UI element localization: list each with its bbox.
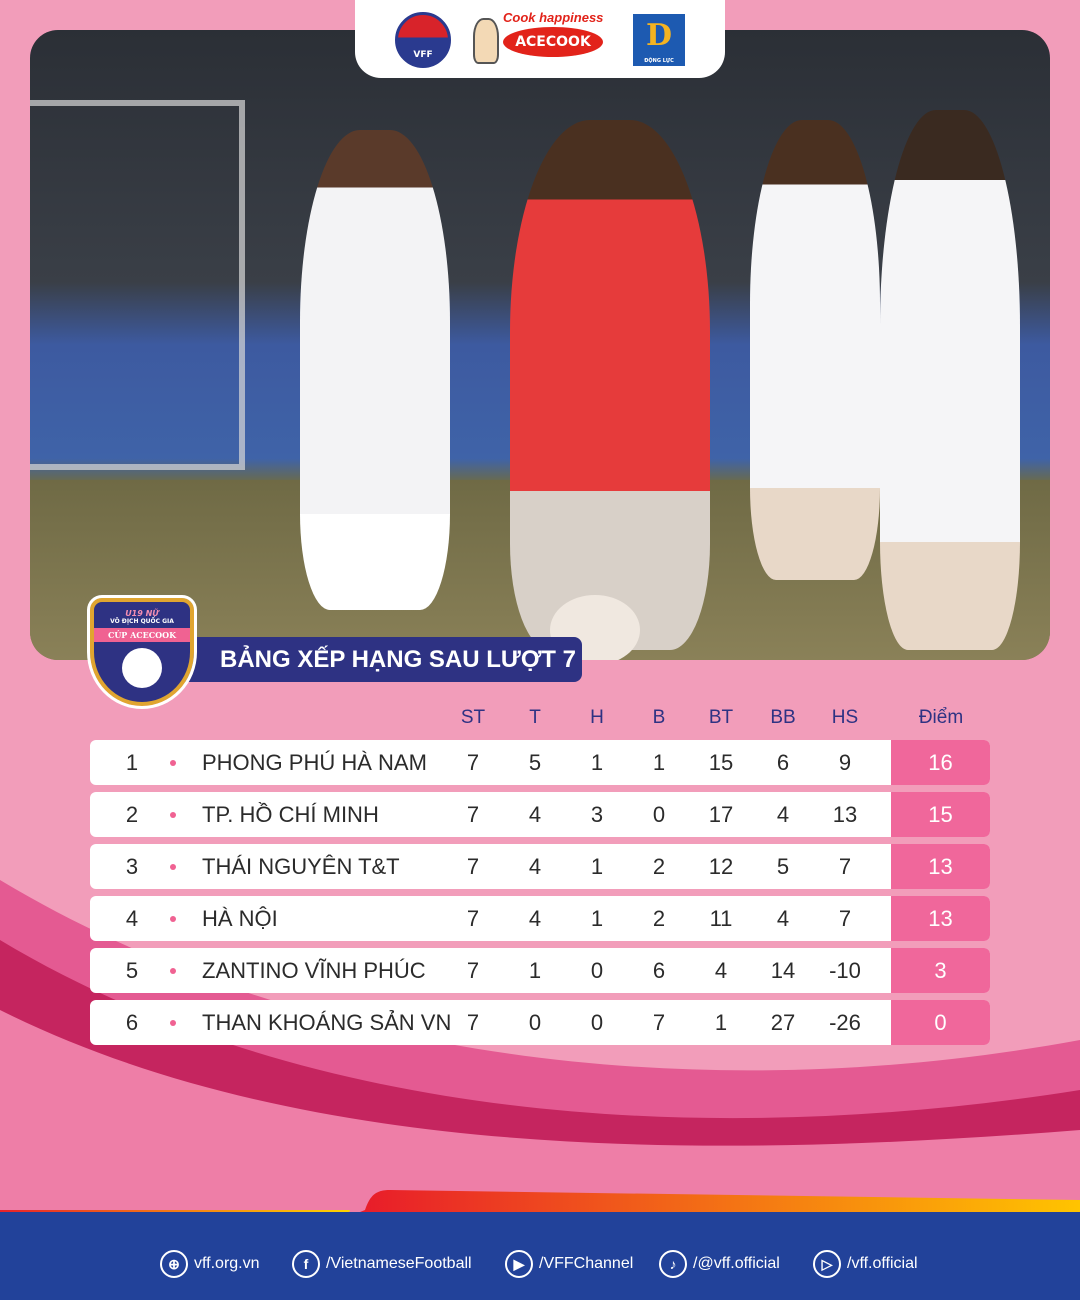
stat-b: 0 <box>652 802 666 827</box>
points: 15 <box>891 792 990 837</box>
rank: 5 <box>125 958 139 983</box>
stat-st: 7 <box>466 802 480 827</box>
bullet-dot <box>170 1020 176 1026</box>
stat-t: 0 <box>528 1010 542 1035</box>
stat-hs: 9 <box>838 750 852 775</box>
stat-h: 0 <box>590 958 604 983</box>
stat-bb: 4 <box>776 802 790 827</box>
stat-h: 1 <box>590 906 604 931</box>
stat-t: 4 <box>528 906 542 931</box>
stat-bb: 14 <box>770 958 796 983</box>
stat-t: 4 <box>528 854 542 879</box>
stat-h: 0 <box>590 1010 604 1035</box>
play-icon: ▷ <box>813 1250 841 1278</box>
stat-t: 5 <box>528 750 542 775</box>
column-header: HS <box>831 707 859 728</box>
match-photo <box>30 30 1050 660</box>
stat-hs: 13 <box>832 802 858 827</box>
acecook-logo <box>473 10 623 70</box>
stat-b: 2 <box>652 854 666 879</box>
table-row <box>90 792 990 837</box>
table-row <box>90 896 990 941</box>
stat-h: 3 <box>590 802 604 827</box>
stat-bt: 4 <box>714 958 728 983</box>
team-name: THÁI NGUYÊN T&T <box>202 854 400 879</box>
facebook-icon: f <box>292 1250 320 1278</box>
stat-hs: -26 <box>829 1010 861 1035</box>
stat-bt: 17 <box>708 802 734 827</box>
tournament-badge: U19 NỮ VÔ ĐỊCH QUỐC GIA CÚP ACECOOK <box>90 598 194 706</box>
stat-bt: 11 <box>709 906 733 931</box>
stat-st: 7 <box>466 750 480 775</box>
stat-b: 7 <box>652 1010 666 1035</box>
stat-b: 2 <box>652 906 666 931</box>
stat-bb: 6 <box>776 750 790 775</box>
table-row <box>90 1000 990 1045</box>
sponsor-logos <box>355 0 725 78</box>
table-row <box>90 948 990 993</box>
column-header: BT <box>708 707 734 728</box>
social-link[interactable]: ⊕ vff.org.vn <box>160 1250 260 1278</box>
social-link[interactable]: ▷ /vff.official <box>813 1250 918 1278</box>
column-header: T <box>529 707 541 728</box>
rank: 2 <box>125 802 139 827</box>
bullet-dot <box>170 864 176 870</box>
bullet-dot <box>170 968 176 974</box>
social-link[interactable]: ♪ /@vff.official <box>659 1250 780 1278</box>
social-link[interactable]: f /VietnameseFootball <box>292 1250 472 1278</box>
stat-bt: 1 <box>714 1010 728 1035</box>
points: 13 <box>891 896 990 941</box>
stat-h: 1 <box>590 750 604 775</box>
table-row <box>90 740 990 785</box>
stat-bt: 12 <box>708 854 734 879</box>
column-header: B <box>652 707 666 728</box>
youtube-icon: ▶ <box>505 1250 533 1278</box>
table-row <box>90 844 990 889</box>
stat-st: 7 <box>466 854 480 879</box>
stat-hs: 7 <box>838 906 852 931</box>
column-header: Điểm <box>918 707 964 728</box>
team-name: ZANTINO VĨNH PHÚC <box>202 958 426 983</box>
dong-luc-logo: D ĐỘNG LỰC <box>633 14 685 66</box>
social-link[interactable]: ▶ /VFFChannel <box>505 1250 633 1278</box>
rank: 1 <box>125 750 139 775</box>
stat-b: 1 <box>652 750 666 775</box>
team-name: TP. HỒ CHÍ MINH <box>202 802 379 827</box>
team-name: THAN KHOÁNG SẢN VN <box>202 1010 452 1035</box>
tiktok-icon: ♪ <box>659 1250 687 1278</box>
column-header: ST <box>460 707 486 728</box>
acecook-wordmark: ACECOOK <box>503 27 603 57</box>
acecook-tagline: Cook happiness <box>503 10 604 25</box>
points: 13 <box>891 844 990 889</box>
globe-icon: ⊕ <box>160 1250 188 1278</box>
stat-h: 1 <box>590 854 604 879</box>
points: 0 <box>891 1000 990 1045</box>
stat-bb: 27 <box>770 1010 796 1035</box>
points: 16 <box>891 740 990 785</box>
stat-t: 1 <box>528 958 542 983</box>
stat-hs: -10 <box>829 958 861 983</box>
rank: 4 <box>125 906 139 931</box>
stat-st: 7 <box>466 1010 480 1035</box>
points: 3 <box>891 948 990 993</box>
column-header: BB <box>770 707 796 728</box>
rank: 3 <box>125 854 139 879</box>
page-title: BẢNG XẾP HẠNG SAU LƯỢT 7 <box>180 637 582 682</box>
team-name: PHONG PHÚ HÀ NAM <box>202 750 427 775</box>
team-name: HÀ NỘI <box>202 906 278 931</box>
stat-b: 6 <box>652 958 666 983</box>
bullet-dot <box>170 812 176 818</box>
ball-icon <box>122 648 162 688</box>
stat-st: 7 <box>466 958 480 983</box>
bullet-dot <box>170 916 176 922</box>
bullet-dot <box>170 760 176 766</box>
stat-bt: 15 <box>708 750 734 775</box>
column-header: H <box>590 707 604 728</box>
rank: 6 <box>125 1010 139 1035</box>
stat-bb: 4 <box>776 906 790 931</box>
stat-t: 4 <box>528 802 542 827</box>
stat-hs: 7 <box>838 854 852 879</box>
chef-mascot-icon <box>473 18 499 64</box>
stat-bb: 5 <box>776 854 790 879</box>
stat-st: 7 <box>466 906 480 931</box>
vff-logo: VFF <box>395 12 451 68</box>
